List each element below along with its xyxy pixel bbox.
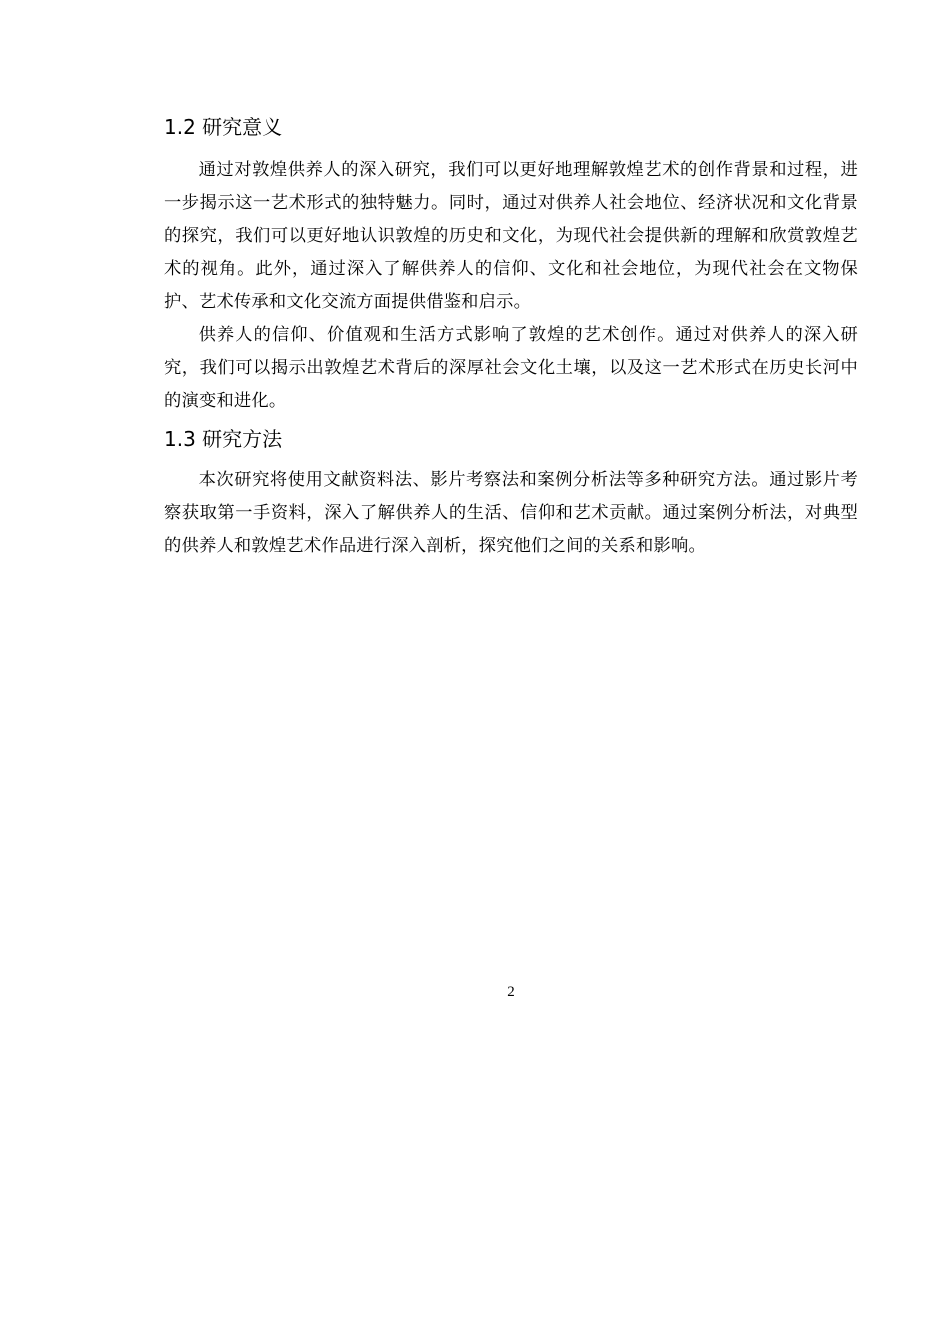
page-number: 2 (507, 984, 515, 1000)
paragraph-methods-1: 本次研究将使用文献资料法、影片考察法和案例分析法等多种研究方法。通过影片考察获取第一手资料，深入了解供养人的生活、信仰和艺术贡献。通过案例分析法，对典型的供养人和敦煌艺术作品进行深入剖析，探究他们之间的关系和影响。 (164, 470, 858, 556)
paragraph-significance-1: 通过对敦煌供养人的深入研究，我们可以更好地理解敦煌艺术的创作背景和过程，进一步揭示这一艺术形式的独特魅力。同时，通过对供养人社会地位、经济状况和文化背景的探究，我们可以更好地认识敦煌的历史和文化，为现代社会提供新的理解和欣赏敦煌艺术的视角。此外，通过深入了解供养人的信仰、文化和社会地位，为现代社会在文物保护、艺术传承和文化交流方面提供借鉴和启示。 (164, 160, 858, 312)
page-body (164, 112, 858, 563)
section-heading-research-significance: 1.2 研究意义 (164, 115, 283, 139)
section-heading-research-methods: 1.3 研究方法 (164, 427, 283, 451)
paragraph-significance-2: 供养人的信仰、价值观和生活方式影响了敦煌的艺术创作。通过对供养人的深入研究，我们可以揭示出敦煌艺术背后的深厚社会文化土壤，以及这一艺术形式在历史长河中的演变和进化。 (164, 325, 858, 411)
